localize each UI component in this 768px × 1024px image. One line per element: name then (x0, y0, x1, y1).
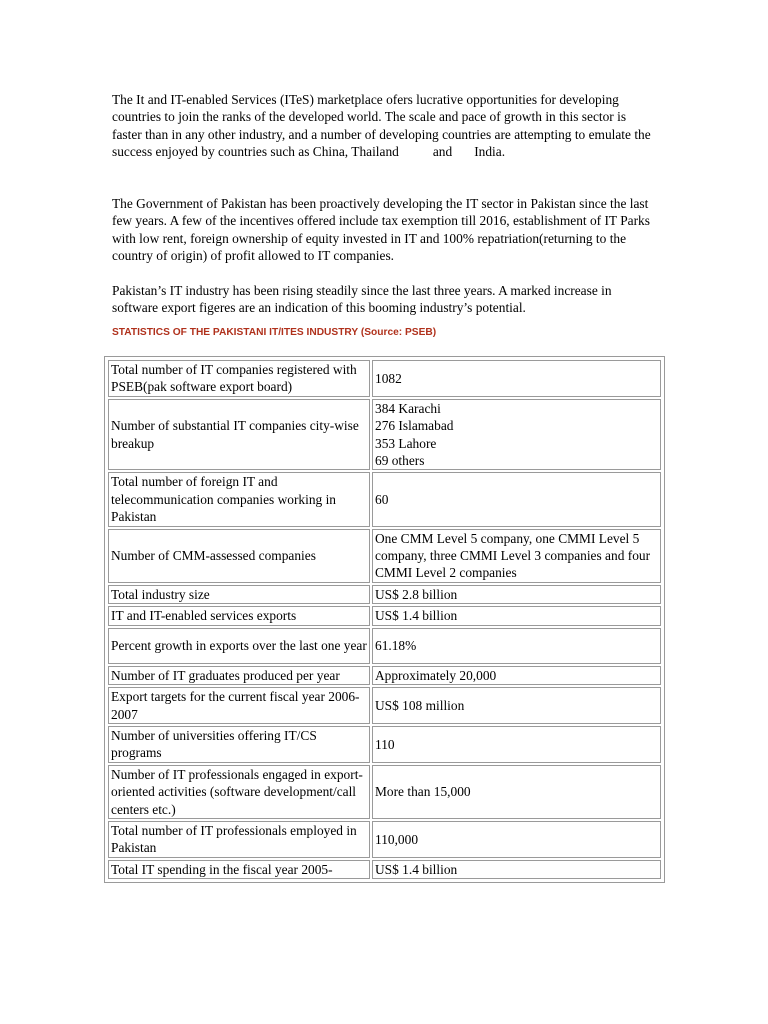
table-row (108, 821, 661, 858)
table-row (108, 860, 661, 879)
row-label: Number of IT professionals engaged in export-oriented activities (software development/call centers etc.) (108, 765, 370, 819)
row-value: 60 (372, 472, 661, 526)
row-label: Total industry size (108, 585, 370, 604)
row-label: Total IT spending in the fiscal year 2005- (108, 860, 370, 879)
row-value: More than 15,000 (372, 765, 661, 819)
statistics-heading: STATISTICS OF THE PAKISTANI IT/ITES INDUSTRY (Source: PSEB) (112, 327, 437, 338)
row-label: Percent growth in exports over the last one year (108, 628, 370, 664)
row-label: Number of IT graduates produced per year (108, 666, 370, 685)
row-value: 1082 (372, 360, 661, 397)
table-row (108, 687, 661, 724)
statistics-table (106, 358, 663, 881)
row-label: Number of substantial IT companies city-wise breakup (108, 399, 370, 471)
country-thailand: Thailand (351, 144, 399, 160)
table-row (108, 360, 661, 397)
city-lahore: 353 Lahore (375, 435, 437, 451)
table-row (108, 472, 661, 526)
row-value: 110,000 (372, 821, 661, 858)
row-label: Number of CMM-assessed companies (108, 529, 370, 583)
row-value-list (372, 399, 661, 471)
row-value: 61.18% (372, 628, 661, 664)
intro-paragraph-3: Pakistan’s IT industry has been rising steadily since the last three years. A marked increase in software export figeres are an indication of this booming industry’s potential. (112, 283, 612, 316)
table-row (108, 606, 661, 625)
row-label: IT and IT-enabled services exports (108, 606, 370, 625)
row-value: Approximately 20,000 (372, 666, 661, 685)
row-value: US$ 1.4 billion (372, 606, 661, 625)
table-row (108, 726, 661, 763)
table-row (108, 765, 661, 819)
conjunction-and: and (432, 144, 453, 160)
row-label: Total number of foreign IT and telecommunication companies working in Pakistan (108, 472, 370, 526)
row-value: US$ 108 million (372, 687, 661, 724)
table-row (108, 529, 661, 583)
row-value: US$ 1.4 billion (372, 860, 661, 879)
table-row (108, 585, 661, 604)
table-row (108, 399, 661, 471)
row-label: Total number of IT companies registered with PSEB(pak software export board) (108, 360, 370, 397)
city-islamabad: 276 Islamabad (375, 418, 454, 434)
row-value: US$ 2.8 billion (372, 585, 661, 604)
row-label: Export targets for the current fiscal year 2006-2007 (108, 687, 370, 724)
row-value: One CMM Level 5 company, one CMMI Level 5 company, three CMMI Level 3 companies and four CMMI Level 2 companies (372, 529, 661, 583)
row-label: Total number of IT professionals employed in Pakistan (108, 821, 370, 858)
table-row (108, 628, 661, 664)
row-value: 110 (372, 726, 661, 763)
intro-paragraph-1 (112, 91, 657, 161)
country-india: India. (474, 144, 506, 160)
row-label: Number of universities offering IT/CS programs (108, 726, 370, 763)
table-row (108, 666, 661, 685)
intro-paragraph-1-text: The It and IT-enabled Services (ITeS) marketplace ofers lucrative opportunities for developing countries to join the ranks of the developed world. The scale and pace of growth in this sector is faster than in any other industry, and a number of developing countries are attempting to emulate the success enjoyed by countries such as China, (112, 92, 651, 160)
intro-paragraph-2: The Government of Pakistan has been proactively developing the IT sector in Pakistan since the last few years. A few of the incentives offered include tax exemption till 2016, establishment of IT Parks with low rent, foreign ownership of equity invested in IT and 100% repatriation(returning to the country of origin) of profit allowed to IT companies. (112, 196, 650, 264)
city-karachi: 384 Karachi (375, 400, 441, 416)
statistics-table-frame (104, 356, 665, 883)
city-others: 69 others (375, 453, 425, 469)
